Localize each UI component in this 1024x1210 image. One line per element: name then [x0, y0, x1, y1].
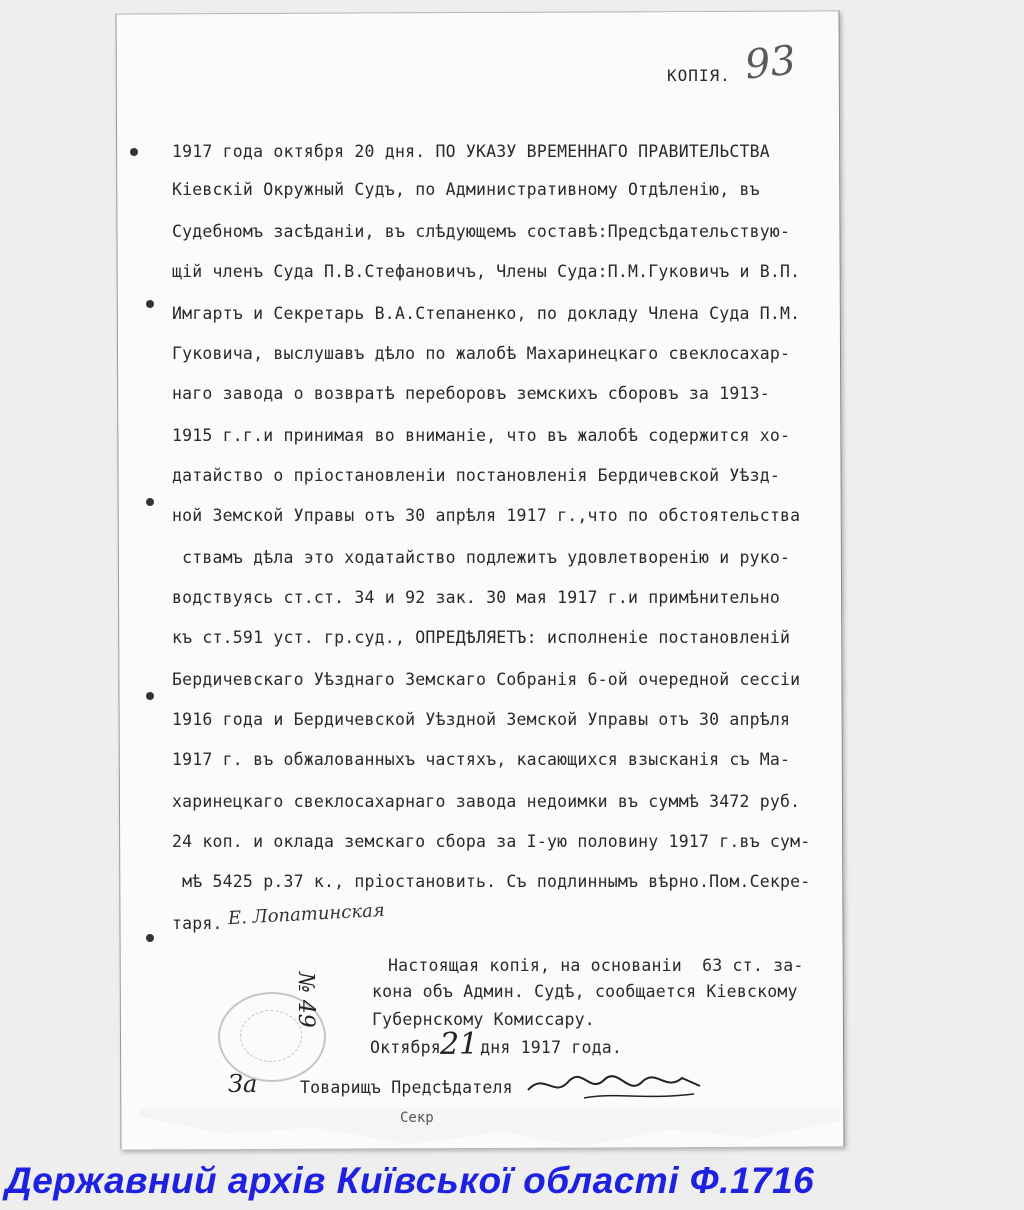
closing-line: Губернскому Комиссару.	[372, 1010, 595, 1029]
closing-line: Настоящая копія, на основаніи 63 ст. за-	[388, 956, 804, 975]
body-line: харинецкаго свеклосахарнаго завода недоимки въ суммѣ 3472 руб.	[172, 792, 801, 811]
body-line: ной Земской Управы отъ 30 апрѣля 1917 г.,что по обстоятельства	[172, 506, 801, 525]
copy-header: КОПІЯ.	[667, 66, 731, 85]
body-line: таря.	[172, 914, 223, 933]
vice-chair-title: Товарищъ Предсѣдателя	[300, 1078, 513, 1097]
body-line: Кіевскій Окружный Судъ, по Административному Отдѣленію, въ	[172, 180, 760, 199]
body-line: Имгартъ и Секретарь В.А.Степаненко, по докладу Члена Суда П.М.	[172, 304, 801, 323]
body-line: Бердичевскаго Уѣзднаго Земскаго Собранія 6-ой очередной сессіи	[172, 670, 801, 689]
body-line: мѣ 5425 р.37 к., пріостановить. Съ подлиннымъ вѣрно.Пом.Секре-	[172, 872, 811, 891]
punch-hole	[146, 692, 154, 700]
punch-hole	[146, 934, 154, 942]
body-line: 1917 г. въ обжалованныхъ частяхъ, касающихся взысканія съ Ма-	[172, 750, 791, 769]
handwritten-date: 21	[440, 1027, 479, 1062]
date-suffix: дня 1917 года.	[470, 1038, 623, 1057]
closing-line: кона объ Админ. Судѣ, сообщается Кіевскому	[372, 982, 798, 1001]
body-line: наго завода о возвратѣ переборовъ земскихъ сборовъ за 1913-	[172, 384, 770, 403]
body-line: 1916 года и Бердичевской Уѣздной Земской Управы отъ 30 апрѣля	[172, 710, 791, 729]
secretary-partial-text: Секр	[400, 1110, 434, 1126]
punch-hole	[130, 148, 138, 156]
body-line: датайство о пріостановленіи постановленія Бердичевской Уѣзд-	[172, 466, 781, 485]
body-line: 1917 года октября 20 дня. ПО УКАЗУ ВРЕМЕННАГО ПРАВИТЕЛЬСТВА	[172, 142, 770, 161]
handwritten-signature: Е. Лопатинская	[227, 899, 386, 930]
body-line: 1915 г.г.и принимая во вниманіе, что въ жалобѣ содержится хо-	[172, 426, 791, 445]
vice-chair-initials: За	[228, 1070, 258, 1098]
body-line: Гуковича, выслушавъ дѣло по жалобѣ Махаринецкаго свеклосахар-	[172, 344, 791, 363]
punch-hole	[146, 498, 154, 506]
body-line: Судебномъ засѣданіи, въ слѣдующемъ составѣ:Предсѣдательствую-	[172, 222, 791, 241]
page-number: 93	[742, 37, 799, 89]
stamp-number: № 49	[293, 972, 318, 1028]
body-line: 24 коп. и оклада земскаго сбора за I-ую половину 1917 г.въ сум-	[172, 832, 811, 851]
body-line: водствуясь ст.ст. 34 и 92 зак. 30 мая 1917 г.и примѣнительно	[172, 588, 781, 607]
body-line: ствамъ дѣла это ходатайство подлежитъ удовлетворенію и руко-	[172, 548, 791, 567]
body-line: къ ст.591 уст. гр.суд., ОПРЕДѢЛЯЕТЪ: исполненіе постановленій	[172, 628, 791, 647]
chair-signature	[524, 1068, 704, 1102]
date-prefix: Октября	[370, 1038, 441, 1057]
archive-caption: Державний архів Київської області Ф.1716	[5, 1160, 815, 1201]
punch-hole	[146, 300, 154, 308]
body-line: щій членъ Суда П.В.Стефановичъ, Члены Суда:П.М.Гуковичъ и В.П.	[172, 262, 801, 281]
